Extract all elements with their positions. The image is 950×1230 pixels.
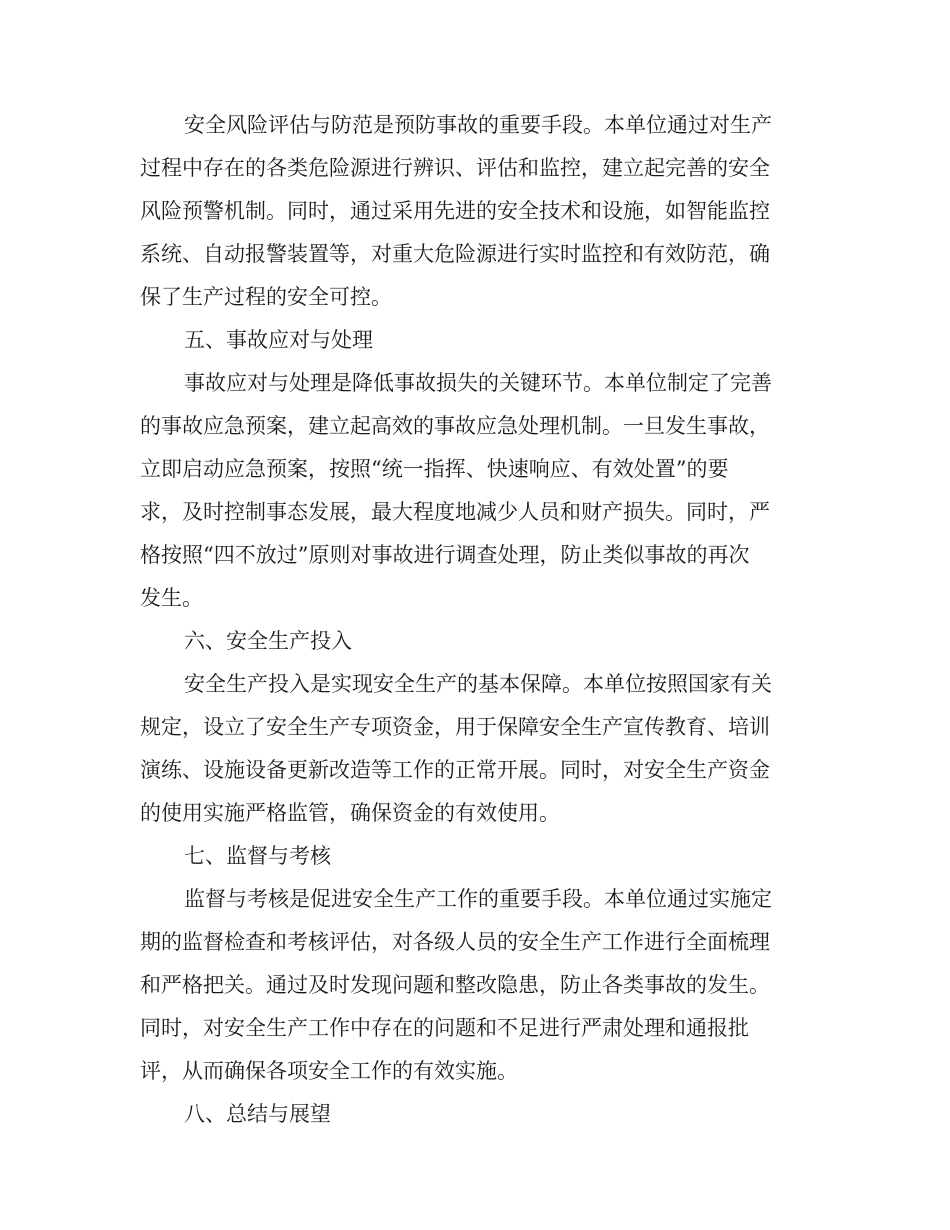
paragraph-line: 立即启动应急预案，按照“统一指挥、快速响应、有效处置”的要 [140,457,729,481]
paragraph-line: 安全生产投入是实现安全生产的基本保障。本单位按照国家有关 [184,672,772,696]
paragraph-line: 求，及时控制事态发展，最大程度地减少人员和财产损失。同时，严 [140,500,770,524]
paragraph-line: 事故应对与处理是降低事故损失的关键环节。本单位制定了完善 [184,371,772,395]
section-heading: 八、总结与展望 [184,1102,331,1126]
paragraph-line: 安全风险评估与防范是预防事故的重要手段。本单位通过对生产 [184,113,772,137]
section-heading: 五、事故应对与处理 [184,328,373,352]
paragraph-line: 的使用实施严格监管，确保资金的有效使用。 [140,801,560,825]
paragraph-line: 发生。 [140,586,203,610]
paragraph-line: 和严格把关。通过及时发现问题和整改隐患，防止各类事故的发生。 [140,973,770,997]
paragraph-line: 监督与考核是促进安全生产工作的重要手段。本单位通过实施定 [184,887,772,911]
paragraph-line: 规定，设立了安全生产专项资金，用于保障安全生产宣传教育、培训 [140,715,770,739]
paragraph-line: 演练、设施设备更新改造等工作的正常开展。同时，对安全生产资金 [140,758,770,782]
paragraph-line: 的事故应急预案，建立起高效的事故应急处理机制。一旦发生事故， [140,414,770,438]
paragraph-line: 评，从而确保各项安全工作的有效实施。 [140,1059,518,1083]
paragraph-line: 同时，对安全生产工作中存在的问题和不足进行严肃处理和通报批 [140,1016,749,1040]
section-heading: 六、安全生产投入 [184,629,352,653]
paragraph-line: 保了生产过程的安全可控。 [140,285,392,309]
paragraph-line: 期的监督检查和考核评估，对各级人员的安全生产工作进行全面梳理 [140,930,770,954]
paragraph-line: 风险预警机制。同时，通过采用先进的安全技术和设施，如智能监控 [140,199,770,223]
paragraph-line: 格按照“四不放过”原则对事故进行调查处理，防止类似事故的再次 [140,543,750,567]
paragraph-line: 系统、自动报警装置等，对重大危险源进行实时监控和有效防范，确 [140,242,770,266]
paragraph-line: 过程中存在的各类危险源进行辨识、评估和监控，建立起完善的安全 [140,156,770,180]
section-heading: 七、监督与考核 [184,844,331,868]
